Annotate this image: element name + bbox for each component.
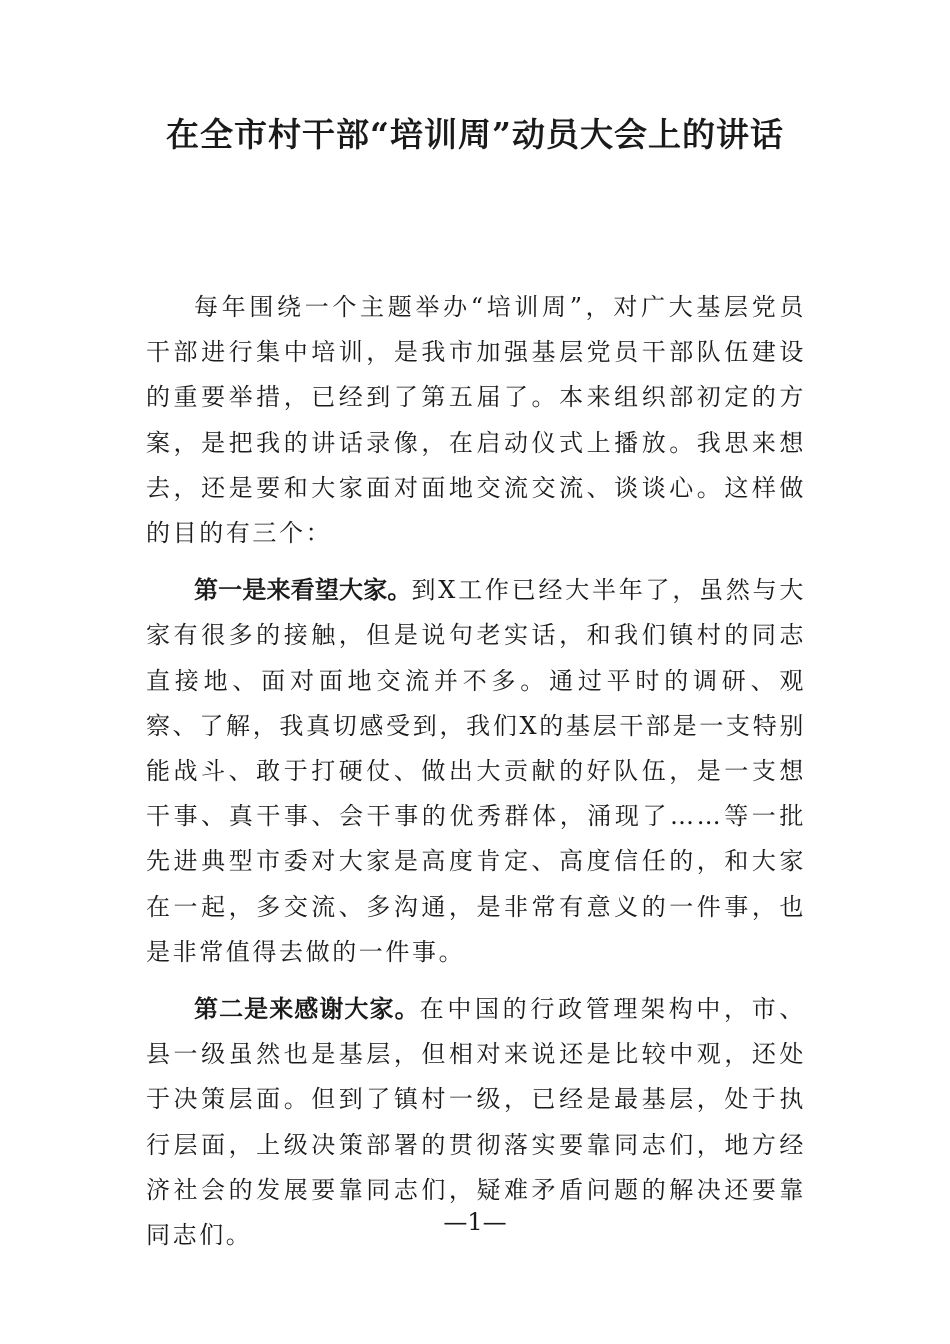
paragraph-text: 在中国的行政管理架构中，市、县一级虽然也是基层，但相对来说还是比较中观，还处于决策层面。但到了镇村一级，已经是最基层，处于执行层面，上级决策部署的贯彻落实要靠同志们，地方经济社会的发展要靠同志们，疑难矛盾问题的解决还要靠同志们。	[146, 995, 806, 1250]
document-body	[146, 284, 806, 1258]
paragraph-lead: 第二是来感谢大家。	[194, 994, 420, 1024]
paragraph-lead: 第一是来看望大家。	[194, 575, 412, 605]
paragraph-first	[146, 567, 806, 975]
paragraph-text: 到X工作已经大半年了，虽然与大家有很多的接触，但是说句老实话，和我们镇村的同志直接地、面对面地交流并不多。通过平时的调研、观察、了解，我真切感受到，我们X的基层干部是一支特别能战斗、敢于打硬仗、做出大贡献的好队伍，是一支想干事、真干事、会干事的优秀群体，涌现了……等一批先进典型市委对大家是高度肯定、高度信任的，和大家在一起，多交流、多沟通，是非常有意义的一件事，也是非常值得去做的一件事。	[146, 576, 806, 966]
document-title: 在全市村干部“培训周”动员大会上的讲话	[166, 115, 784, 154]
paragraph-intro	[146, 284, 806, 556]
paragraph-text: 每年围绕一个主题举办“培训周”，对广大基层党员干部进行集中培训，是我市加强基层党员干部队伍建设的重要举措，已经到了第五届了。本来组织部初定的方案，是把我的讲话录像，在启动仪式上播放。我思来想去，还是要和大家面对面地交流交流、谈谈心。这样做的目的有三个：	[146, 293, 806, 548]
page-number: —1—	[443, 1208, 507, 1236]
